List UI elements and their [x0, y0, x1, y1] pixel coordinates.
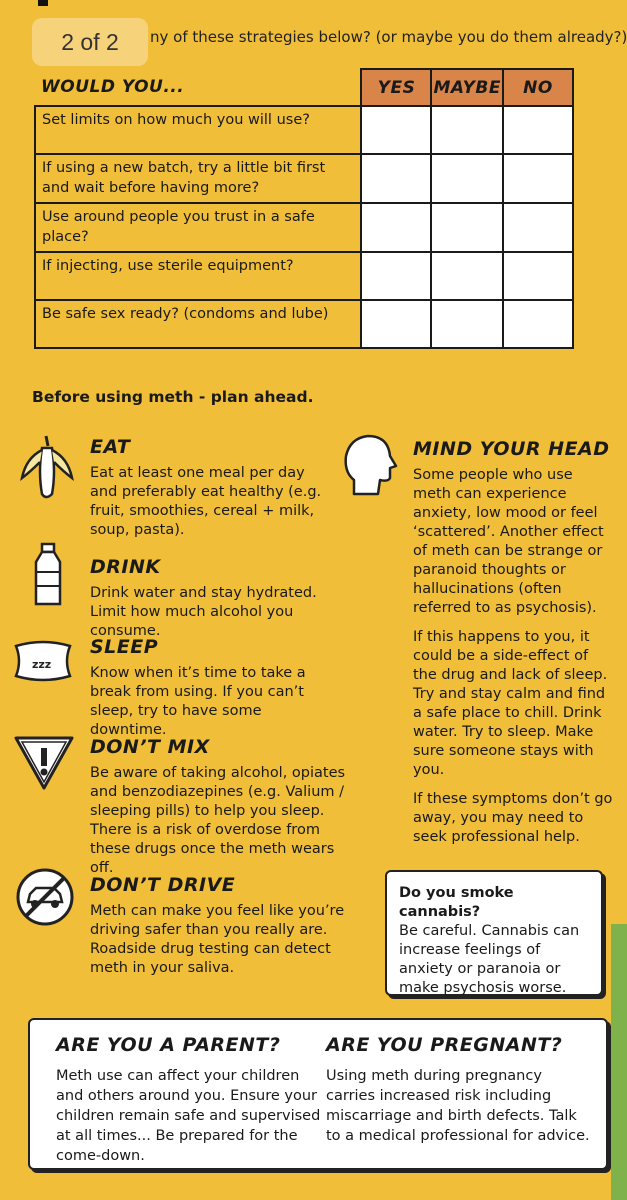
answer-box-maybe[interactable] — [431, 154, 503, 203]
checklist-header — [35, 69, 573, 106]
parent-title: ARE YOU A PARENT? — [56, 1034, 281, 1056]
answer-box-yes[interactable] — [361, 106, 431, 154]
answer-box-no[interactable] — [503, 106, 573, 154]
eat-body: Eat at least one meal per day and preferably eat healthy (e.g. fruit, smoothies, cereal + milk, soup, pasta). — [90, 465, 322, 538]
dont-drive-title: DON’T DRIVE — [90, 874, 236, 896]
answer-box-no[interactable] — [503, 300, 573, 348]
eat-item — [90, 436, 335, 540]
water-bottle-icon — [30, 542, 66, 608]
mind-paragraph-2: If this happens to you, it could be a side-effect of the drug and lack of sleep. Try and stay calm and find a safe place to chill. Drink water. Try to sleep. Make sure someone stays with you. — [413, 629, 608, 778]
question-text: Be safe sex ready? (condoms and lube) — [35, 300, 361, 348]
side-tab-strip — [611, 924, 627, 1200]
answer-box-maybe[interactable] — [431, 252, 503, 300]
eat-title: EAT — [90, 436, 131, 458]
option-maybe: MAYBE — [431, 69, 503, 106]
checklist-row — [35, 106, 573, 154]
option-yes: YES — [361, 69, 431, 106]
dont-drive-item — [90, 874, 350, 978]
svg-text:zzz: zzz — [32, 658, 52, 671]
parent-body: Meth use can affect your children and others around you. Ensure your children remain safe and supervised at all times... Be prepared for the come-down. — [56, 1068, 321, 1164]
top-rule — [38, 0, 48, 6]
answer-box-maybe[interactable] — [431, 106, 503, 154]
drink-title: DRINK — [90, 556, 161, 578]
answer-box-maybe[interactable] — [431, 300, 503, 348]
answer-box-no[interactable] — [503, 252, 573, 300]
sleep-body: Know when it’s time to take a break from using. If you can’t sleep, try to have some downtime. — [90, 665, 306, 738]
no-driving-icon — [14, 866, 76, 928]
checklist-row — [35, 300, 573, 348]
page-indicator: 2 of 2 — [32, 18, 148, 66]
sleep-item — [90, 636, 335, 740]
warning-icon — [12, 734, 76, 792]
mind-paragraph-3: If these symptoms don’t go away, you may need to seek professional help. — [413, 791, 613, 845]
checklist-row — [35, 252, 573, 300]
dont-mix-body: Be aware of taking alcohol, opiates and benzodiazepines (e.g. Valium / sleeping pills) to help you sleep. There is a risk of overdose from these drugs once the meth wears off. — [90, 765, 346, 876]
mind-your-head-item — [413, 438, 613, 847]
checklist-row — [35, 203, 573, 252]
drink-body: Drink water and stay hydrated. Limit how much alcohol you consume. — [90, 585, 317, 639]
parent-pregnant-box — [28, 1018, 608, 1170]
answer-box-yes[interactable] — [361, 252, 431, 300]
cannabis-note-body: Be careful. Cannabis can increase feelings of anxiety or paranoia or make psychosis worse. — [399, 923, 580, 996]
checklist-row — [35, 154, 573, 203]
cannabis-note — [385, 870, 603, 996]
question-text: Set limits on how much you will use? — [35, 106, 361, 154]
drink-item — [90, 556, 335, 641]
cannabis-note-title: Do you smoke cannabis? — [399, 885, 514, 920]
head-icon — [340, 432, 398, 498]
sleep-title: SLEEP — [90, 636, 159, 658]
dont-mix-item — [90, 736, 360, 878]
answer-box-maybe[interactable] — [431, 203, 503, 252]
question-text: If injecting, use sterile equipment? — [35, 252, 361, 300]
intro-text: ny of these strategies below? (or maybe you do them already?) — [150, 28, 627, 46]
question-text: Use around people you trust in a safe place? — [35, 203, 361, 252]
strategy-checklist — [34, 68, 574, 349]
banana-icon — [16, 432, 76, 502]
section-title: Before using meth - plan ahead. — [32, 388, 314, 406]
pregnant-title: ARE YOU PREGNANT? — [326, 1034, 563, 1056]
dont-mix-title: DON’T MIX — [90, 736, 210, 758]
pillow-icon — [10, 636, 76, 686]
answer-box-yes[interactable] — [361, 203, 431, 252]
checklist-header-label: WOULD YOU... — [35, 69, 361, 106]
option-no: NO — [503, 69, 573, 106]
pregnant-body: Using meth during pregnancy carries increased risk including miscarriage and birth defects. Talk to a medical professional for advice. — [326, 1068, 590, 1144]
answer-box-no[interactable] — [503, 203, 573, 252]
mind-title: MIND YOUR HEAD — [413, 438, 610, 460]
answer-box-no[interactable] — [503, 154, 573, 203]
parent-section — [56, 1034, 324, 1166]
answer-box-yes[interactable] — [361, 300, 431, 348]
question-text: If using a new batch, try a little bit first and wait before having more? — [35, 154, 361, 203]
pregnant-section — [326, 1034, 594, 1146]
answer-box-yes[interactable] — [361, 154, 431, 203]
mind-paragraph-1: Some people who use meth can experience anxiety, low mood or feel ‘scattered’. Another effect of meth can be strange or paranoid thoughts or hallucinations (often referred to as psychosis). — [413, 467, 604, 616]
dont-drive-body: Meth can make you feel like you’re driving safer than you really are. Roadside drug testing can detect meth in your saliva. — [90, 903, 345, 976]
